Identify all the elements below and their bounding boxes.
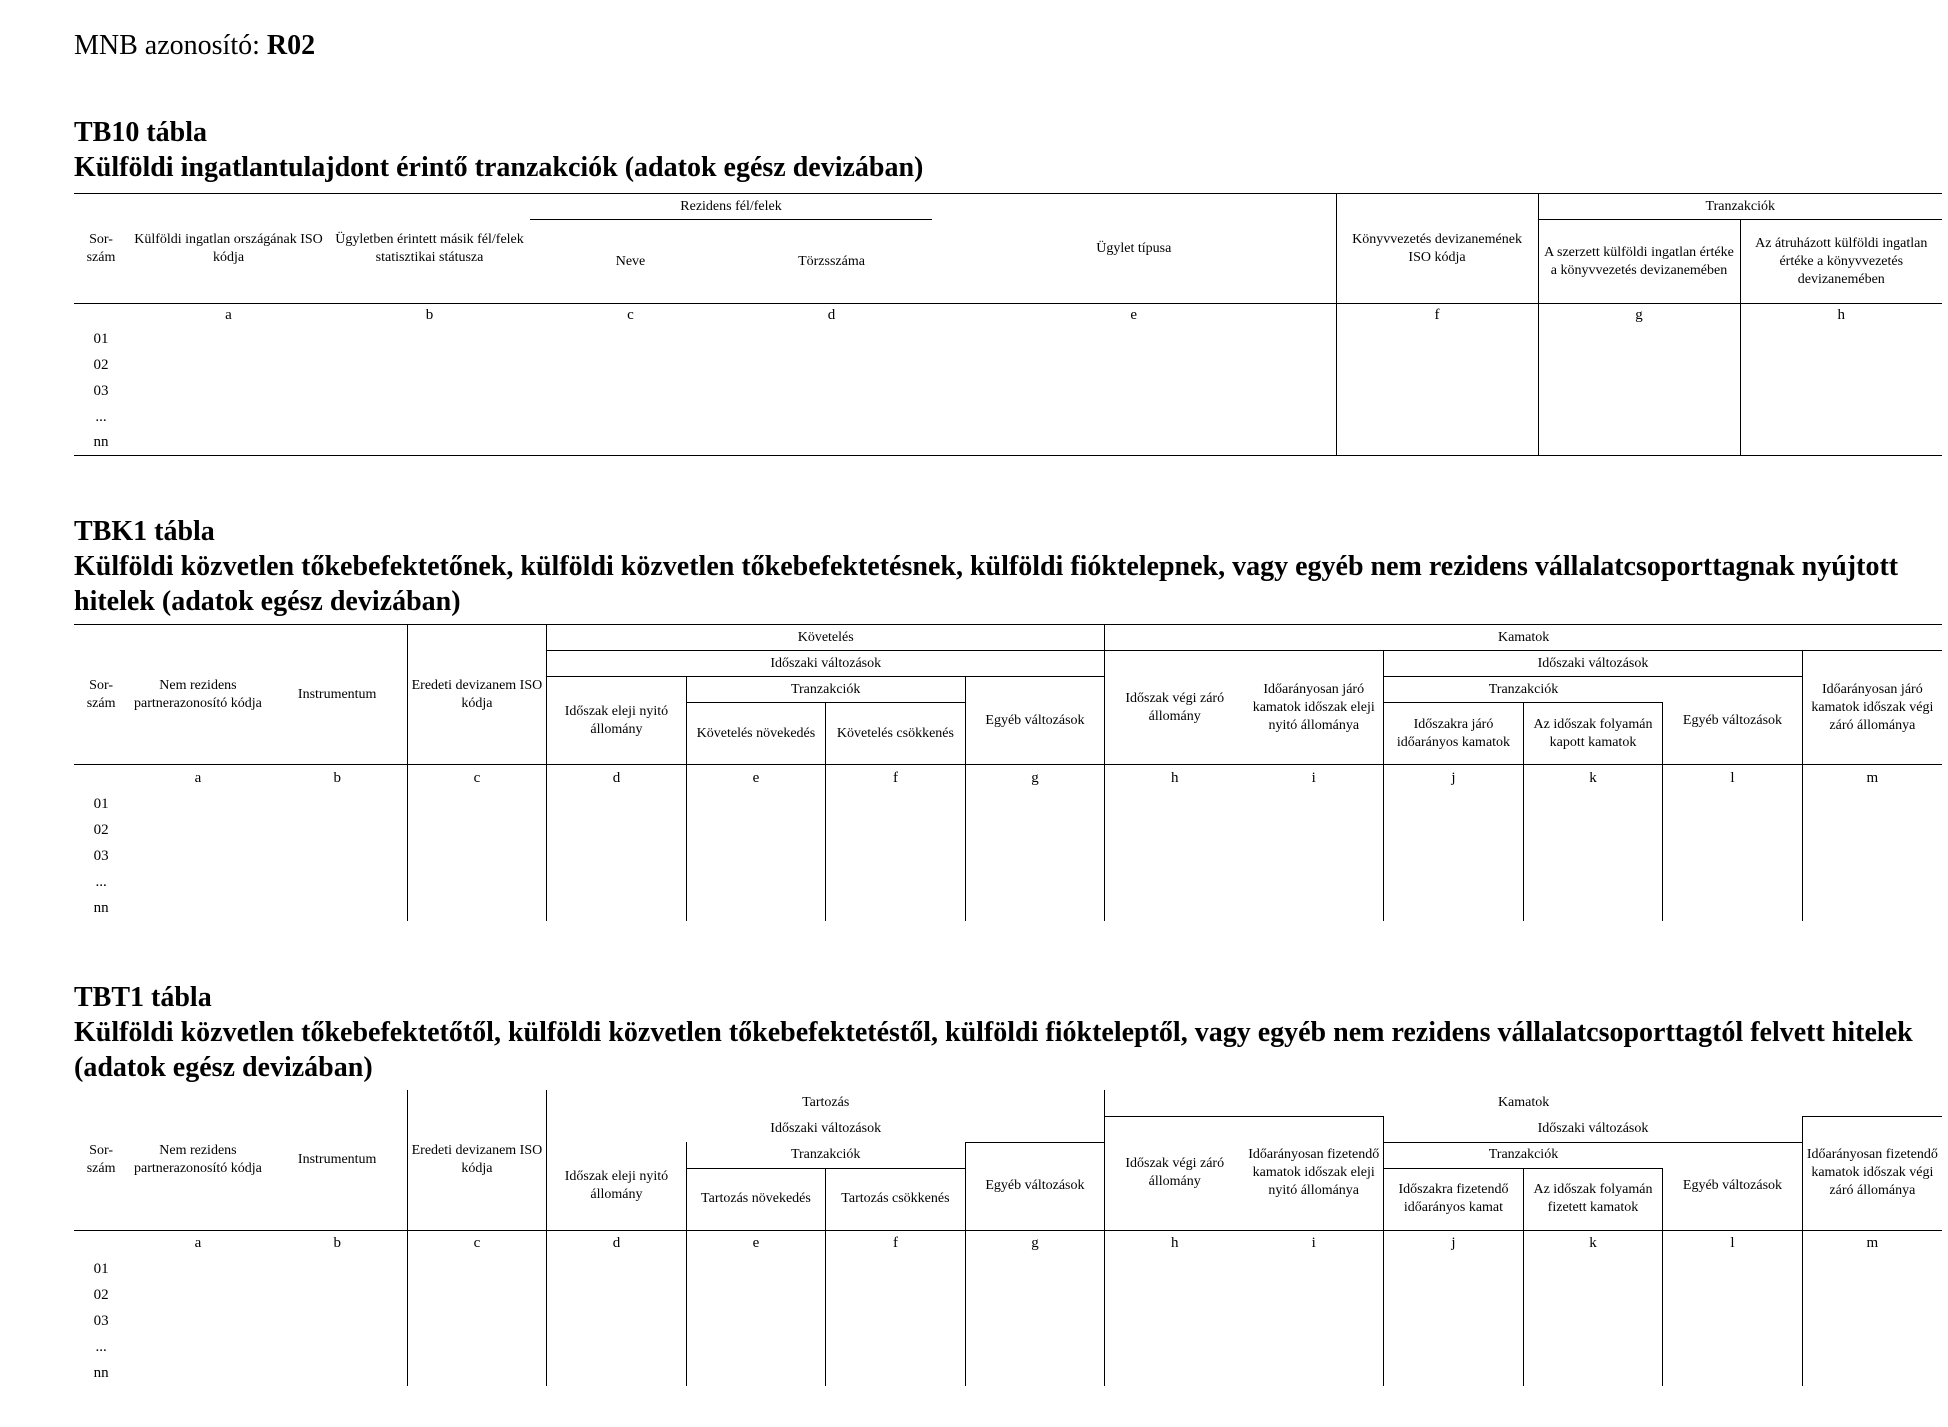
tb10-row-number: 02 <box>93 356 109 373</box>
tbt1-letter: d <box>547 1230 687 1256</box>
tbk1-head-group1: Követelés <box>547 625 1105 651</box>
tbt1-head-ido1: Időszaki változások <box>547 1116 1105 1142</box>
tbt1-row-number: ... <box>95 1339 107 1355</box>
tbk1-row-number: 03 <box>93 847 109 864</box>
tb10-code: TB10 tábla <box>74 117 208 148</box>
tbk1-head-i: Időarányosan járó kamatok időszak eleji nyitó állománya <box>1244 651 1384 765</box>
tbk1-letter: a <box>128 765 268 791</box>
tbt1-code: TBT1 tábla <box>74 982 212 1013</box>
table-row <box>74 430 1942 456</box>
tbt1-letter: j <box>1384 1230 1524 1256</box>
tbk1-head-tr1: Tranzakciók <box>686 677 965 703</box>
tb10-row-number: nn <box>74 430 128 456</box>
tbt1-head-c: Eredeti devizanem ISO kódja <box>407 1090 547 1230</box>
tbk1-head-j: Időszakra járó időarányos kamatok <box>1384 703 1524 765</box>
tbt1-letter: c <box>407 1230 547 1256</box>
tbt1-letter: m <box>1802 1230 1942 1256</box>
tbk1-title: Külföldi közvetlen tőkebefektetőnek, külföldi közvetlen tőkebefektetésnek, külföldi fióktelepnek, vagy egyéb nem rezidens vállalatcsoporttagnak nyújtott hitelek (adatok egész devizában) <box>74 551 1899 617</box>
tb10-head-d: Törzsszáma <box>798 253 865 269</box>
tbt1-head-d: Időszak eleji nyitó állomány <box>547 1142 687 1230</box>
tb10-title: Külföldi ingatlantulajdont érintő tranzakciók (adatok egész devizában) <box>74 152 924 183</box>
tbk1-head-ido1: Időszaki változások <box>547 651 1105 677</box>
tbk1-head-e: Követelés növekedés <box>686 703 826 765</box>
tb10-letter: a <box>128 304 329 326</box>
tbt1-letter: k <box>1523 1230 1663 1256</box>
tbt1-row-number: nn <box>93 1365 109 1381</box>
tbk1-head-group2: Kamatok <box>1105 625 1942 651</box>
table-row <box>74 791 1942 817</box>
tb10-letter: d <box>731 304 932 326</box>
tbk1-head-d: Időszak eleji nyitó állomány <box>547 677 687 765</box>
tbt1-head-g: Egyéb változások <box>965 1142 1105 1230</box>
tb10-letter-row <box>74 304 1942 326</box>
tbk1-table <box>74 624 1942 921</box>
tbk1-head-l: Egyéb változások <box>1663 677 1803 765</box>
table-row <box>74 1256 1942 1282</box>
tbt1-letter: h <box>1105 1230 1245 1256</box>
tbt1-row-number: 02 <box>93 1287 109 1303</box>
tb10-heading <box>74 115 1944 185</box>
tb10-row-number: 03 <box>93 382 109 399</box>
mnb-code: R02 <box>266 30 316 61</box>
tbt1-head-i: Időarányosan fizetendő kamatok időszak eleji nyitó állománya <box>1244 1116 1384 1230</box>
tbk1-head-tr2: Tranzakciók <box>1384 677 1663 703</box>
table-row <box>74 378 1942 404</box>
tbt1-head-tr1: Tranzakciók <box>686 1142 965 1168</box>
tbt1-heading <box>74 980 1944 1085</box>
tbt1-title: Külföldi közvetlen tőkebefektetőtől, külföldi közvetlen tőkebefektetéstől, külföldi fiókteleptől, vagy egyéb nem rezidens vállalatcsoporttagtól felvett hitelek (adatok egész devizában) <box>74 1017 1913 1083</box>
tbk1-letter: m <box>1802 765 1942 791</box>
tb10-head-g: A szerzett külföldi ingatlan értéke a könyvvezetés devizanemében <box>1538 220 1740 304</box>
tb10-head-c: Neve <box>615 253 646 269</box>
tb10-row-number: 01 <box>93 330 109 347</box>
tbt1-head-ido2: Időszaki változások <box>1384 1116 1803 1142</box>
tbt1-letter: a <box>128 1230 268 1256</box>
tbt1-head-j: Időszakra fizetendő időarányos kamat <box>1384 1168 1524 1230</box>
tbk1-letter-row <box>74 765 1942 791</box>
tbk1-letter: i <box>1244 765 1384 791</box>
tb10-head-rezidens: Rezidens fél/felek <box>530 194 932 220</box>
tbk1-row-number: ... <box>95 873 107 890</box>
table-row <box>74 1334 1942 1360</box>
tbk1-letter: d <box>547 765 687 791</box>
tb10-letter: f <box>1336 304 1538 326</box>
tbt1-letter: f <box>826 1230 966 1256</box>
tb10-table <box>74 193 1942 456</box>
tb10-head-a: Külföldi ingatlan országának ISO kódja <box>128 194 329 304</box>
tbk1-letter: c <box>407 765 547 791</box>
tbk1-head-f: Követelés csökkenés <box>826 703 966 765</box>
mnb-identifier <box>74 30 315 62</box>
tbt1-head-k: Az időszak folyamán fizetett kamatok <box>1523 1168 1663 1230</box>
tb10-head-tranzakciok: Tranzakciók <box>1538 194 1942 220</box>
tb10-head-h: Az átruházott külföldi ingatlan értéke a könyvvezetés devizanemében <box>1755 235 1928 287</box>
tbk1-letter: g <box>965 765 1105 791</box>
tbk1-head-sorszam: Sor-szám <box>74 625 128 765</box>
tbt1-letter: g <box>965 1230 1105 1256</box>
tbt1-table <box>74 1090 1942 1386</box>
tbk1-head-ido2: Időszaki változások <box>1384 651 1803 677</box>
table-row <box>74 404 1942 430</box>
table-row <box>74 895 1942 921</box>
tbt1-head-l: Egyéb változások <box>1663 1142 1803 1230</box>
tbt1-head-b: Instrumentum <box>268 1090 408 1230</box>
tbk1-row-number: 02 <box>93 821 109 838</box>
tbk1-letter: f <box>826 765 966 791</box>
tbt1-letter: b <box>268 1230 408 1256</box>
tbt1-letter: i <box>1244 1230 1384 1256</box>
tbt1-head-f: Tartozás csökkenés <box>826 1168 966 1230</box>
tb10-letter: g <box>1538 304 1740 326</box>
tbk1-letter: e <box>686 765 826 791</box>
tb10-head-sorszam: Sor-szám <box>74 194 128 304</box>
tbt1-row-number: 01 <box>93 1261 109 1277</box>
tbk1-head-b: Instrumentum <box>268 625 408 765</box>
tbt1-letter: e <box>686 1230 826 1256</box>
table-row <box>74 869 1942 895</box>
table-row <box>74 1308 1942 1334</box>
tbk1-head-c: Eredeti devizanem ISO kódja <box>407 625 547 765</box>
tbt1-head-tr2: Tranzakciók <box>1384 1142 1663 1168</box>
tbk1-head-g: Egyéb változások <box>965 677 1105 765</box>
table-row <box>74 843 1942 869</box>
table-row <box>74 1282 1942 1308</box>
tbt1-head-group1: Tartozás <box>547 1090 1105 1116</box>
tb10-row-number: ... <box>95 408 107 425</box>
tbk1-head-m: Időarányosan járó kamatok időszak végi záró állománya <box>1811 681 1934 733</box>
tb10-letter: h <box>1740 304 1942 326</box>
tbk1-row-number: 01 <box>93 795 109 812</box>
tbk1-head-h: Időszak végi záró állomány <box>1125 690 1225 724</box>
tbk1-letter: j <box>1384 765 1524 791</box>
tbt1-head-m: Időarányosan fizetendő kamatok időszak végi záró állománya <box>1802 1116 1942 1230</box>
tbt1-head-e: Tartozás növekedés <box>686 1168 826 1230</box>
tbt1-head-a: Nem rezidens partnerazonosító kódja <box>133 1142 262 1176</box>
tbk1-head-a: Nem rezidens partnerazonosító kódja <box>128 625 268 765</box>
tbt1-head-group2: Kamatok <box>1497 1094 1550 1110</box>
table-row <box>74 817 1942 843</box>
table-row <box>74 326 1942 352</box>
tbt1-head-sorszam: Sor-szám <box>86 1142 116 1176</box>
tb10-letter: c <box>530 304 731 326</box>
tbk1-letter: k <box>1523 765 1663 791</box>
tbk1-heading <box>74 514 1944 619</box>
tb10-head-b: Ügyletben érintett másik fél/felek statisztikai státusza <box>329 194 530 304</box>
tbk1-letter: h <box>1105 765 1245 791</box>
tbk1-letter: b <box>268 765 408 791</box>
mnb-label: MNB azonosító: <box>74 30 260 61</box>
tbk1-letter: l <box>1663 765 1803 791</box>
tbk1-head-k: Az időszak folyamán kapott kamatok <box>1523 703 1663 765</box>
tbt1-letter: l <box>1663 1230 1803 1256</box>
table-row <box>74 1360 1942 1386</box>
tb10-letter: b <box>329 304 530 326</box>
tb10-head-e: Ügylet típusa <box>932 194 1336 304</box>
tb10-letter: e <box>932 304 1336 326</box>
tbk1-code: TBK1 tábla <box>74 516 215 547</box>
table-row <box>74 352 1942 378</box>
tbk1-row-number: nn <box>93 899 109 916</box>
tb10-head-f: Könyvvezetés devizanemének ISO kódja <box>1336 194 1538 304</box>
tbt1-row-number: 03 <box>93 1313 109 1329</box>
tbt1-head-h: Időszak végi záró állomány <box>1105 1116 1245 1230</box>
tbt1-letter-row <box>74 1230 1942 1256</box>
